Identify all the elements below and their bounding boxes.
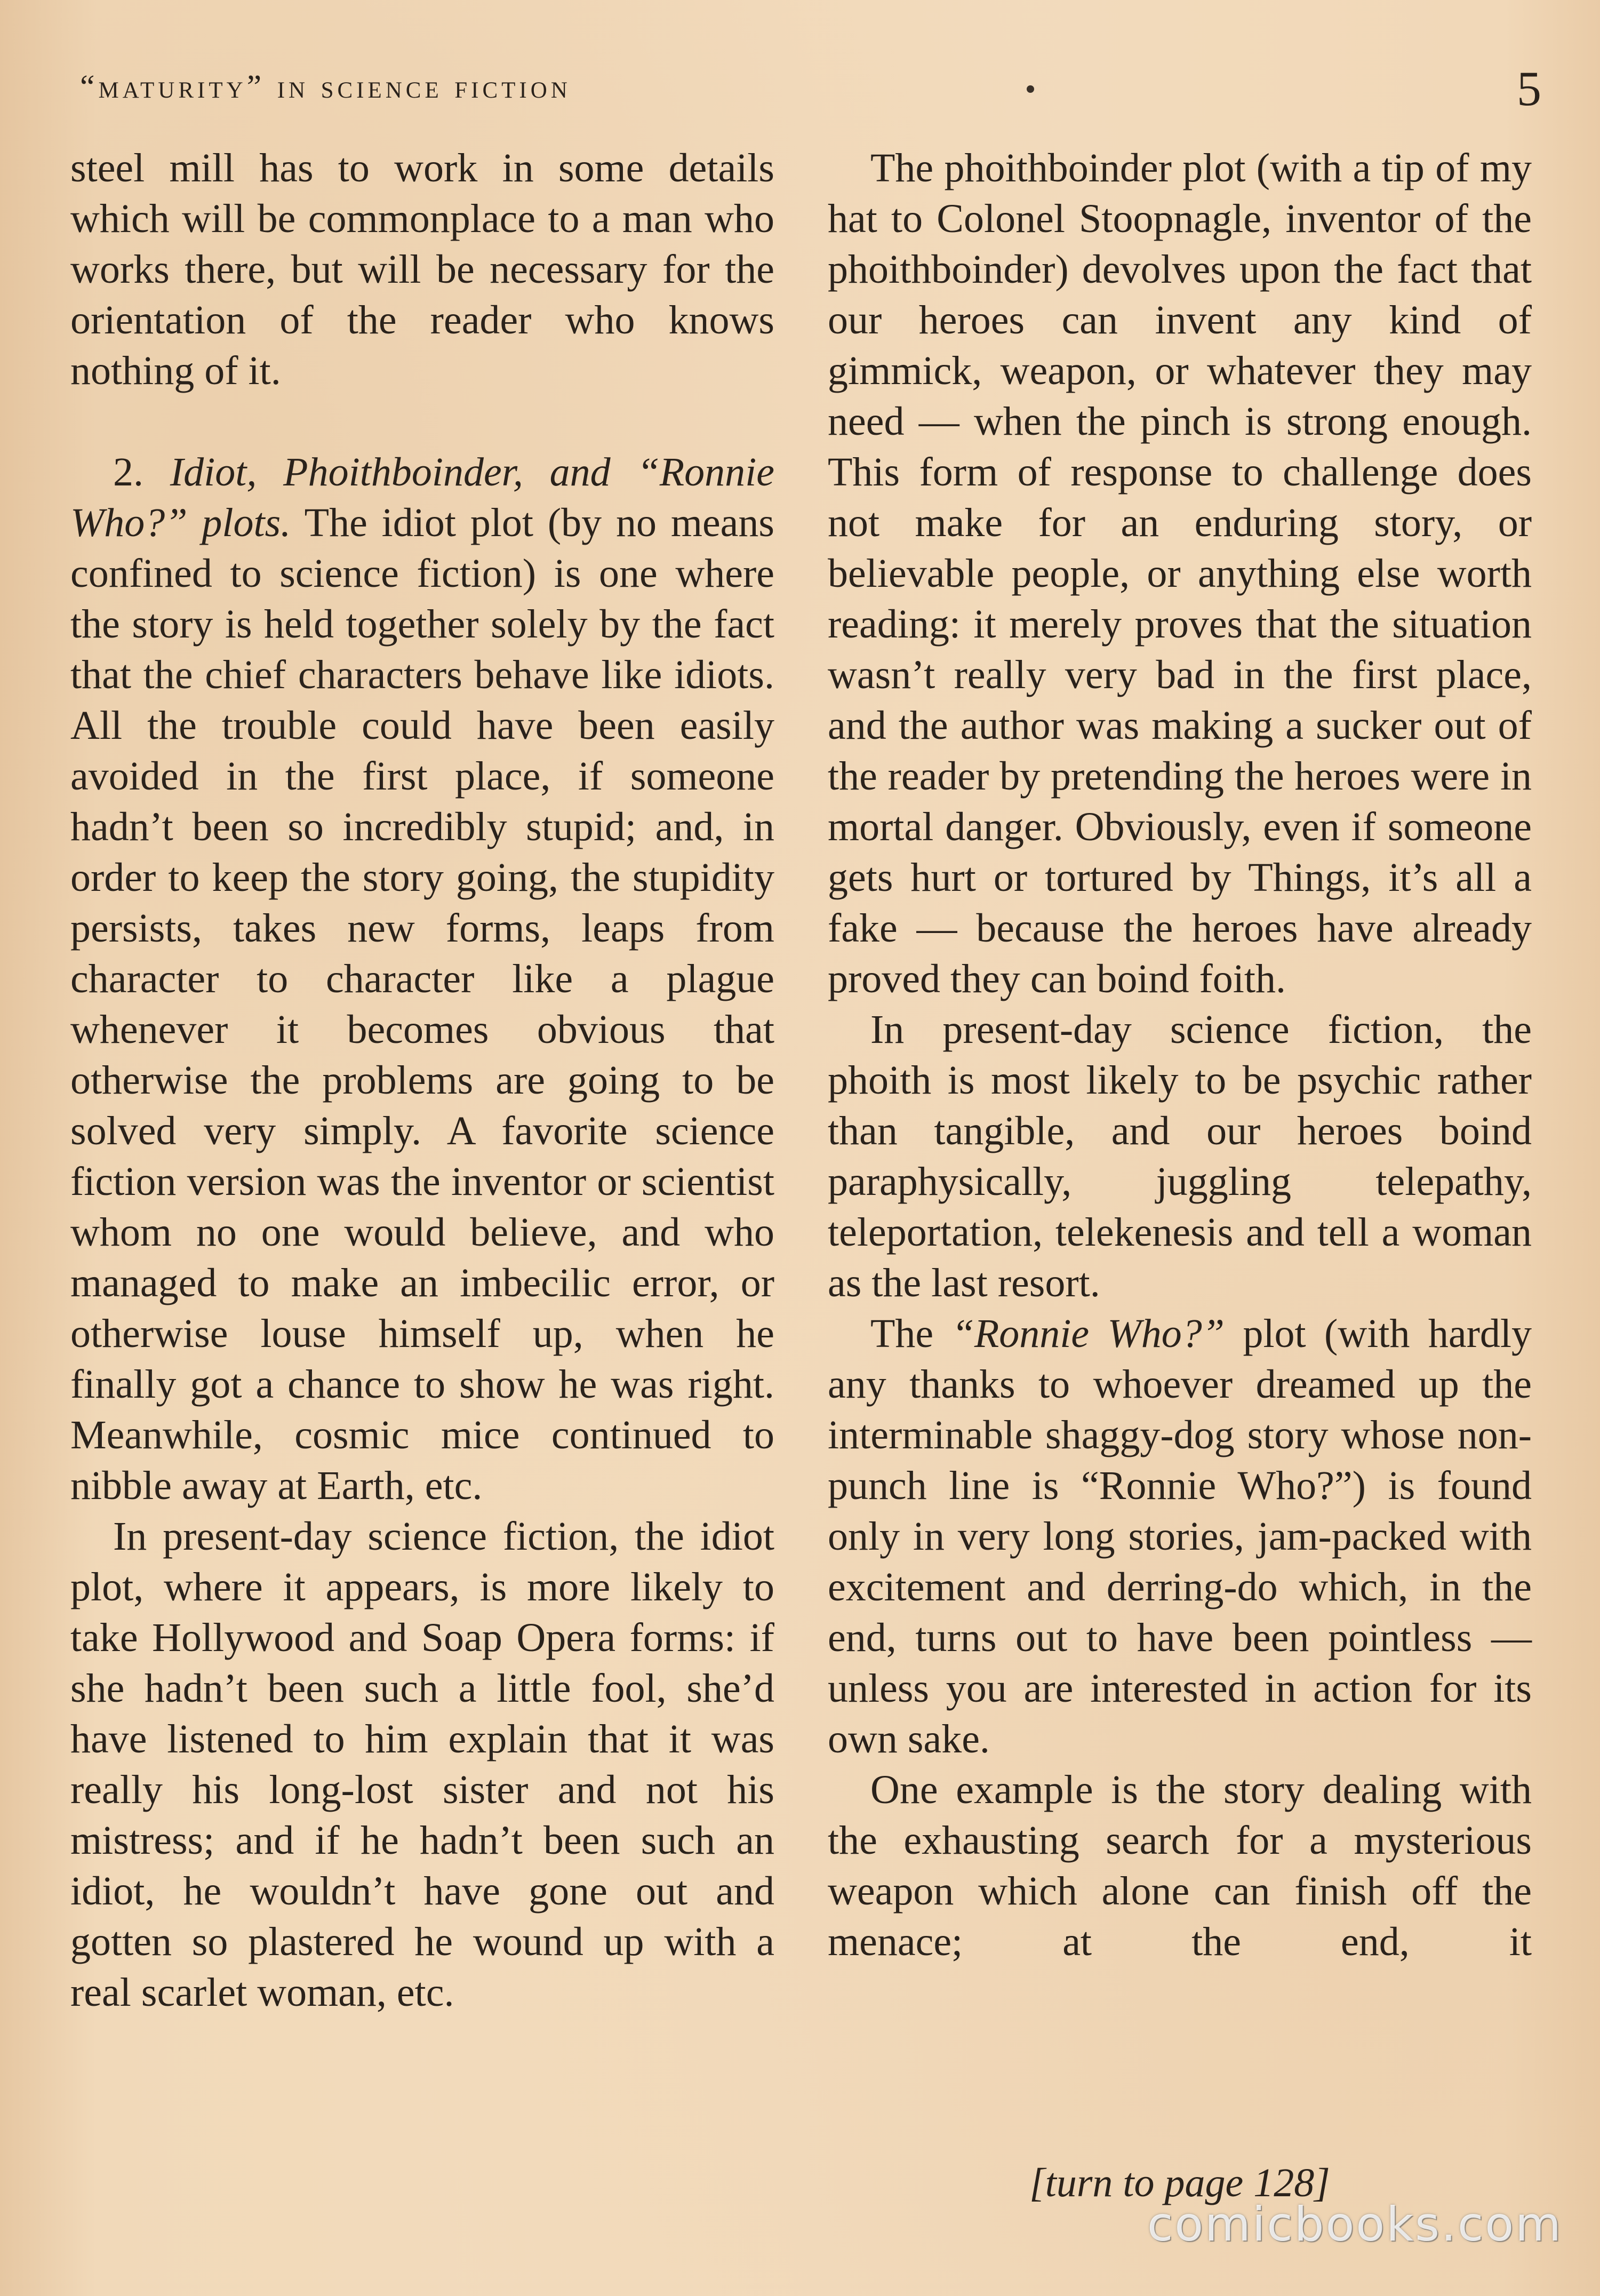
left-column <box>70 143 774 2018</box>
paragraph-body: The idiot plot (by no means confined to science fiction) is one where the story is held together solely by the fact that the chief characters behave like idiots. All the trouble could have been easily avoided in the first place, if someone hadn’t been so incredibly stupid; and, in order to keep the story going, the stupidity persists, takes new forms, leaps from character to character like a plague whenever it becomes obvious that otherwise the problems are going to be solved very simply. A favorite science fiction version was the inventor or scientist whom no one would believe, and who managed to make an imbecilic error, or otherwise louse himself up, when he finally got a chance to show he was right. Meanwhile, cosmic mice continued to nibble away at Earth, etc. <box>70 500 774 1508</box>
paragraph <box>828 1309 1532 1765</box>
ink-speck <box>1027 85 1034 93</box>
page-number: 5 <box>1517 61 1541 116</box>
paragraph: In present-day science fiction, the phoith is most likely to be psychic rather than tangible, and our heroes boind paraphysically, juggling telepathy, teleportation, telekenesis and tell a woman as the last resort. <box>828 1007 1532 1305</box>
paragraph: One example is the story dealing with the exhausting search for a mysterious weapon which alone can finish off the menace; at the end, it <box>828 1767 1532 1964</box>
running-head: “maturity” in science fiction <box>80 69 571 105</box>
paragraph-start: The <box>870 1311 934 1356</box>
right-column <box>828 143 1532 2018</box>
paragraph: The phoithboinder plot (with a tip of my hat to Colonel Stoopnagle, inventor of the phoithboinder) devolves upon the fact that our heroes can invent any kind of gimmick, weapon, or whatever they may need — when the pinch is strong enough. This form of response to challenge does not make for an enduring story, or believable people, or anything else worth reading: it merely proves that the situation wasn’t really very bad in the first place, and the author was making a sucker out of the reader by pretending the heroes were in mortal danger. Obviously, even if someone gets hurt or tortured by Things, it’s all a fake — because the heroes have already proved they can boind foith. <box>828 146 1532 1001</box>
page-header <box>80 61 1541 117</box>
paragraph-body: plot (with hardly any thanks to whoever dreamed up the interminable shaggy-dog story whose non-punch line is “Ronnie Who?”) is found only in very long stories, jam-packed with excitement and derring-do which, in the end, turns out to have been pointless — unless you are interested in action for its own sake. <box>828 1311 1532 1761</box>
paragraph: steel mill has to work in some details which will be commonplace to a man who works there, but will be necessary for the orientation of the reader who knows nothing of it. <box>70 146 774 393</box>
paragraph: In present-day science fiction, the idiot plot, where it appears, is more likely to take Hollywood and Soap Opera forms: if she hadn’t been such a little fool, she’d have listened to him explain that it was really his long-lost sister and not his mistress; and if he hadn’t been such an idiot, he wouldn’t have gone out and gotten so plastered he wound up with a real scarlet woman, etc. <box>70 1514 774 2015</box>
section-heading: Idiot, Phoithboinder, and “Ronnie Who?” plots. <box>70 450 775 545</box>
section-paragraph <box>70 447 774 1511</box>
continuation-note: [turn to page 128] <box>1029 2161 1330 2205</box>
italic-title: “Ronnie Who?” <box>951 1311 1225 1356</box>
watermark: comicbooks.com <box>1147 2197 1563 2252</box>
section-number: 2. <box>113 450 143 495</box>
